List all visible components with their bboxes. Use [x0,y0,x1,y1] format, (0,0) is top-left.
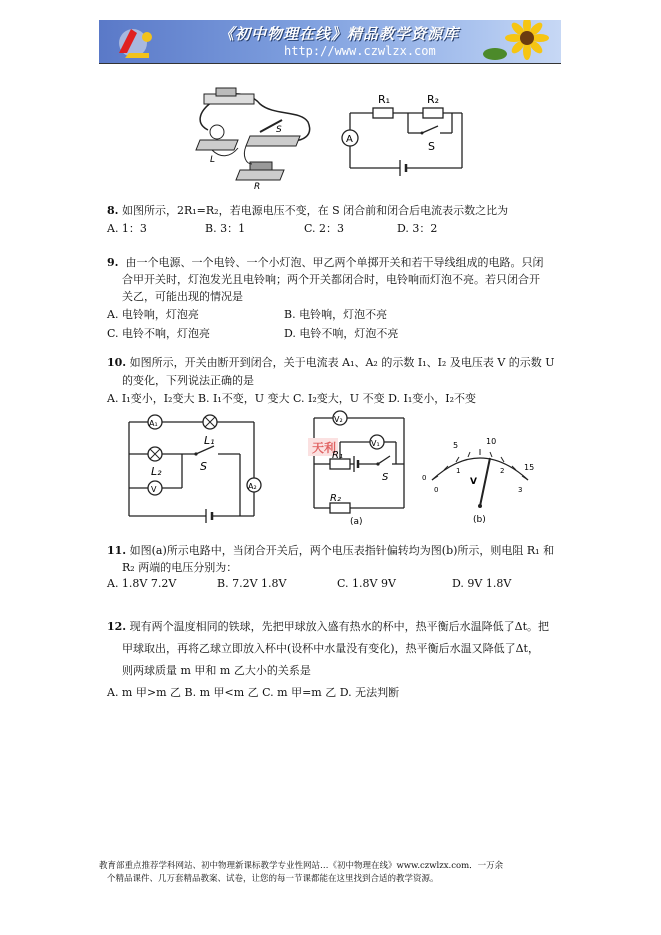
q11-option-a[interactable]: A. 1.8V 7.2V [107,577,177,590]
question-9-options [107,306,527,342]
label-ammeter-A: A [346,134,353,145]
question-10-number: 10. [107,356,127,369]
q8-option-c[interactable]: C. 2：3 [304,222,345,235]
tick-0-outer: 0 [422,474,427,482]
question-10-line-2: 的变化，下列说法正确的是 [122,374,254,387]
label-V1: V₁ [371,439,380,448]
q9-option-a[interactable]: A. 电铃响，灯泡亮 [107,308,199,321]
q11-option-c[interactable]: C. 1.8V 9V [337,577,396,590]
question-10-line-1: 如图所示，开关由断开到闭合，关于电流表 A₁、A₂ 的示数 I₁、I₂ 及电压表 V 的示数 U [129,356,555,369]
stamp-watermark: 天利 [312,441,337,455]
question-12-line-2: 甲球取出，再将乙球立即放入杯中(设杯中水量没有变化)，热平衡后水温又降低了Δt， [122,642,539,655]
label-R2: R₂ [330,493,341,504]
q9-option-c[interactable]: C. 电铃不响，灯泡亮 [107,327,211,340]
footer-line-1: 教育部重点推荐学科网站、初中物理新课标教学专业性网站…《初中物理在线》www.czwlzx.com．一万余 [99,861,504,871]
q9-option-d[interactable]: D. 电铃不响，灯泡不亮 [284,327,399,340]
label-A2: A₂ [248,482,257,491]
label-V2: V₂ [334,415,343,424]
label-R2: R₂ [427,93,440,106]
q8-option-d[interactable]: D. 3：2 [397,222,438,235]
caption-b: (b) [473,515,486,525]
label-switch-S: S [382,472,389,483]
label-S: S [276,125,282,135]
question-8-text: 如图所示，2R₁=R₂，若电源电压不变，在 S 闭合前和闭合后电流表示数之比为 [121,204,509,217]
label-L1: L₁ [204,434,215,447]
figure-circuit-q10 [124,412,264,524]
question-9-line-3: 关乙，可能出现的情况是 [122,290,243,303]
question-11-number: 11. [107,544,127,557]
label-R: R [254,182,261,190]
tick-15: 15 [524,463,535,472]
question-12-number: 12. [107,620,127,633]
q11-option-b[interactable]: B. 7.2V 1.8V [217,577,287,590]
question-11-line-1: 如图(a)所示电路中，当闭合开关后，两个电压表指针偏转均为图(b)所示，则电阻 R₁ 和 [129,544,555,557]
question-9-number: 9. [107,256,119,269]
q8-option-a[interactable]: A. 1：3 [107,222,147,235]
question-10 [107,354,555,408]
q8-option-b[interactable]: B. 3：1 [205,222,246,235]
label-L2: L₂ [151,465,162,478]
footer-line-2: 个精品课件、几万套精品教案、试卷，让您的每一节课都能在这里找到合适的教学资源。 [107,874,439,884]
q9-option-b[interactable]: B. 电铃响，灯泡不亮 [284,308,388,321]
question-9-line-1: 由一个电源、一个电铃、一个小灯泡、甲乙两个单掷开关和若干导线组成的电路。只闭 [125,256,544,269]
header-rule [99,63,561,64]
question-11-line-2: R₂ 两端的电压分别为： [122,561,238,574]
dial-unit-V: V [470,477,477,487]
tick-10: 10 [486,437,497,446]
question-9 [107,254,543,305]
label-A1: A₁ [149,419,158,428]
caption-a: (a) [350,517,363,527]
sunflower-icon [477,20,557,63]
question-12-options[interactable]: A. m 甲>m 乙 B. m 甲<m 乙 C. m 甲=m 乙 D. 无法判断 [107,686,400,699]
tick-1: 1 [456,467,461,475]
figure-voltmeter-dial-b [418,428,543,528]
question-8-number: 8. [107,204,119,217]
question-8 [107,202,508,219]
label-switch-S: S [428,140,435,153]
header-url[interactable]: http://www.czwlzx.com [284,44,436,58]
question-8-options [107,220,527,236]
question-11 [107,542,554,576]
tick-3: 3 [518,486,523,494]
label-R1: R₁ [378,93,391,106]
tick-0-inner: 0 [434,486,439,494]
question-12 [107,616,549,704]
page-footer [99,860,569,886]
figure-circuit-q11a [300,408,412,528]
label-switch-S: S [200,460,207,473]
question-12-line-3: 则两球质量 m 甲和 m 乙大小的关系是 [122,664,311,677]
question-12-line-1: 现有两个温度相同的铁球，先把甲球放入盛有热水的杯中，热平衡后水温降低了Δt。把 [129,620,550,633]
header-banner [99,20,561,63]
label-R1: R₁ [332,450,343,461]
figure-physical-circuit [190,82,315,190]
header-title: 《初中物理在线》精品教学资源库 [219,25,460,43]
figure-circuit-diagram-q8 [330,88,470,183]
tick-5: 5 [453,441,459,450]
question-10-options[interactable]: A. I₁变小，I₂变大 B. I₁不变，U 变大 C. I₂变大，U 不变 D. I₁变小，I₂不变 [107,392,477,405]
tick-2: 2 [500,467,505,475]
question-9-line-2: 合甲开关时，灯泡发光且电铃响；两个开关都闭合时，电铃响而灯泡不亮。若只闭合开 [122,273,540,286]
site-logo-icon [109,23,163,61]
label-L: L [210,155,216,165]
q11-option-d[interactable]: D. 9V 1.8V [452,577,512,590]
label-voltmeter-V: V [151,485,157,494]
question-11-options [107,577,537,593]
